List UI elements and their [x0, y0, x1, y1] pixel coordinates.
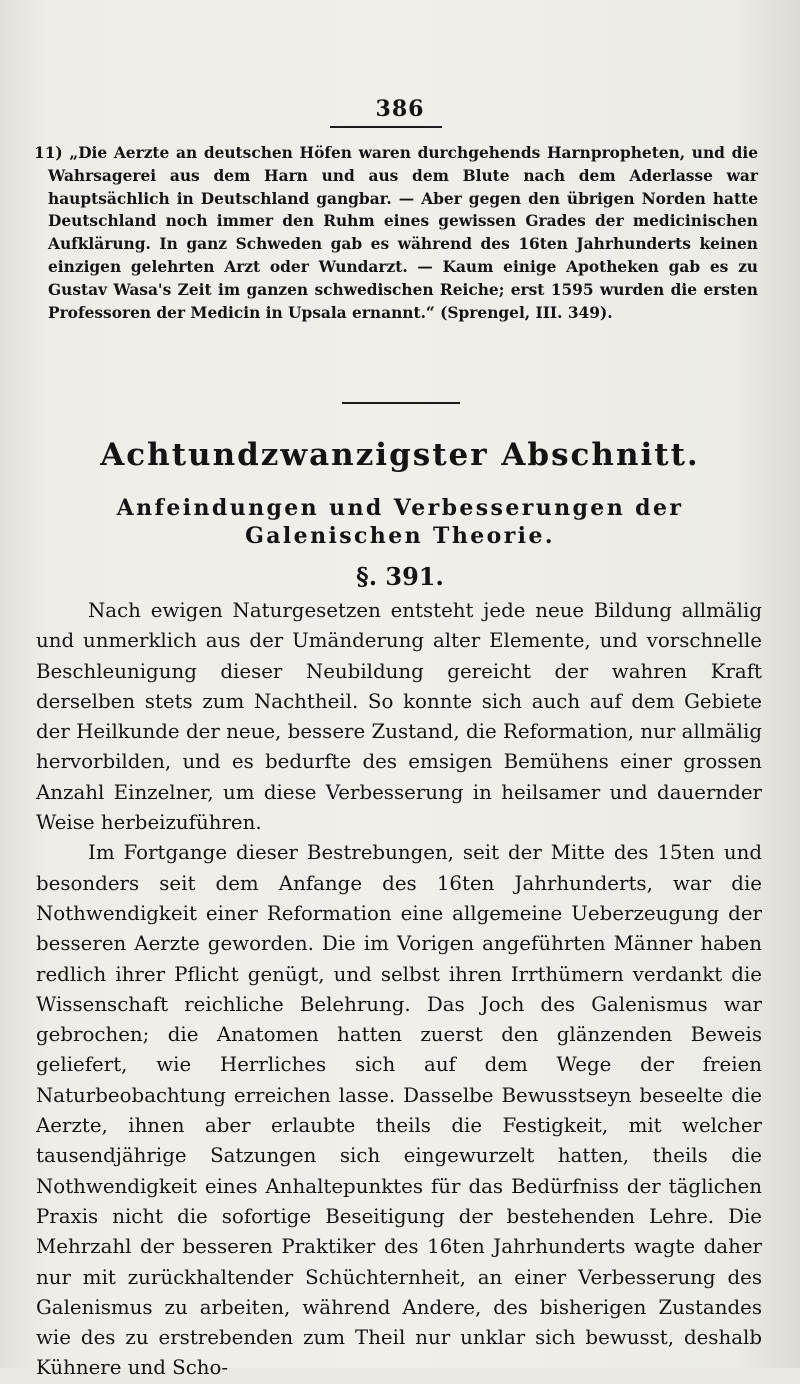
- paragraph: Nach ewigen Naturgesetzen entsteht jede neue Bildung allmälig und unmerklich aus der Umänderung alter Elemente, und vorschnelle Beschleunigung dieser Neubildung gereicht der wahren Kraft derselben stets zum Nachtheil. So konnte sich auch auf dem Gebiete der Heilkunde der neue, bessere Zustand, die Reformation, nur allmälig hervorbilden, und es bedurfte des emsigen Bemühens einer grossen Anzahl Einzelner, um diese Verbesserung in heilsamer und dauernder Weise herbeizuführen.: [36, 599, 762, 835]
- page-number: 386: [375, 96, 425, 122]
- chapter-subtitle: Anfeindungen und Verbesserungen der Galenischen Theorie.: [116, 495, 684, 549]
- section-body: [36, 596, 762, 1384]
- section-number: §. 391.: [356, 562, 444, 591]
- section-separator-rule: [342, 402, 460, 404]
- paragraph: Im Fortgange dieser Bestrebungen, seit der Mitte des 15ten und besonders seit dem Anfange des 16ten Jahrhunderts, war die Nothwendigkeit einer Reformation eine allgemeine Ueberzeugung der besseren Aerzte geworden. Die im Vorigen angeführten Männer haben redlich ihrer Pflicht genügt, und selbst ihren Irrthümern verdankt die Wissenschaft reichliche Belehrung. Das Joch des Galenismus war gebrochen; die Anatomen hatten zuerst den glänzenden Beweis geliefert, wie Herrliches sich auf dem Wege der freien Naturbeobachtung erreichen lasse. Dasselbe Bewusstseyn beseelte die Aerzte, ihnen aber erlaubte theils die Festigkeit, mit welcher tausendjährige Satzungen sich eingewurzelt hatten, theils die Nothwendigkeit eines Anhaltepunktes für das Bedürfniss der täglichen Praxis nicht die sofortige Beseitigung der bestehenden Lehre. Die Mehrzahl der besseren Praktiker des 16ten Jahrhunderts wagte daher nur mit zurückhaltender Schüchternheit, an einer Verbesserung des Galenismus zu arbeiten, während Andere, des bisherigen Zustandes wie des zu erstrebenden zum Theil nur unklar sich bewusst, deshalb Kühnere und Scho-: [36, 841, 762, 1380]
- page-number-rule: [330, 126, 442, 128]
- footnote-text: 11) „Die Aerzte an deutschen Höfen waren durchgehends Harnpropheten, und die Wahrsagerei aus dem Harn und aus dem Blute nach dem Aderlasse war hauptsächlich in Deutschland gangbar. — Aber gegen den übrigen Norden hatte Deutschland noch immer den Ruhm eines gewissen Grades der medicinischen Aufklärung. In ganz Schweden gab es während des 16ten Jahrhunderts keinen einzigen gelehrten Arzt oder Wundarzt. — Kaum einige Apotheken gab es zu Gustav Wasa's Zeit im ganzen schwedischen Reiche; erst 1595 wurden die ersten Professoren der Medicin in Upsala ernannt.“ (Sprengel, III. 349).: [34, 144, 758, 322]
- chapter-title: Achtundzwanzigster Abschnitt.: [100, 437, 700, 473]
- footnote: [34, 142, 758, 324]
